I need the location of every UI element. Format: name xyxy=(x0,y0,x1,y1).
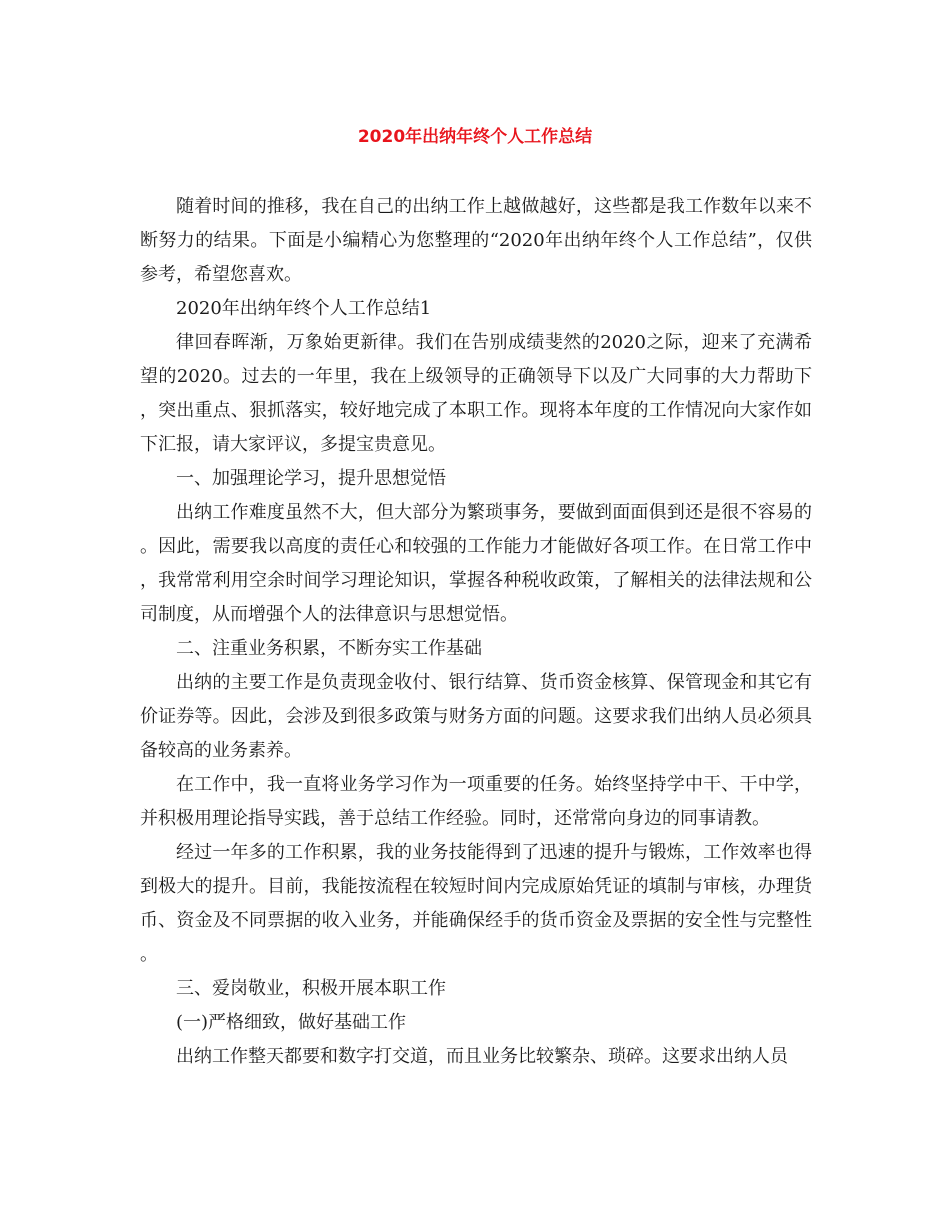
document-title: 2020年出纳年终个人工作总结 xyxy=(357,127,593,147)
document-body xyxy=(140,190,812,1074)
paragraph-intro: 随着时间的推移，我在自己的出纳工作上越做越好，这些都是我工作数年以来不断努力的结果。下面是小编精心为您整理的“2020年出纳年终个人工作总结”，仅供参考，希望您喜欢。 xyxy=(140,196,812,285)
paragraph-opening: 律回春晖渐，万象始更新律。我们在告别成绩斐然的2020之际，迎来了充满希望的2020。过去的一年里，我在上级领导的正确领导下以及广大同事的大力帮助下，突出重点、狠抓落实，较好地完成了本职工作。现将本年度的工作情况向大家作如下汇报，请大家评议，多提宝贵意见。 xyxy=(140,332,812,455)
section-heading-3: 三、爱岗敬业，积极开展本职工作 xyxy=(176,978,446,999)
section-heading-2: 二、注重业务积累，不断夯实工作基础 xyxy=(176,638,482,659)
paragraph-subtitle: 2020年出纳年终个人工作总结1 xyxy=(176,298,432,319)
paragraph-section-2a: 出纳的主要工作是负责现金收付、银行结算、货币资金核算、保管现金和其它有价证券等。因此，会涉及到很多政策与财务方面的问题。这要求我们出纳人员必须具备较高的业务素养。 xyxy=(140,672,812,761)
section-heading-1: 一、加强理论学习，提升思想觉悟 xyxy=(176,468,446,489)
paragraph-section-2c: 经过一年多的工作积累，我的业务技能得到了迅速的提升与锻炼，工作效率也得到极大的提升。目前，我能按流程在较短时间内完成原始凭证的填制与审核，办理货币、资金及不同票据的收入业务，并能确保经手的货币资金及票据的安全性与完整性。 xyxy=(140,842,812,965)
paragraph-section-1: 出纳工作难度虽然不大，但大部分为繁琐事务，要做到面面俱到还是很不容易的。因此，需要我以高度的责任心和较强的工作能力才能做好各项工作。在日常工作中，我常常利用空余时间学习理论知识，掌握各种税收政策，了解相关的法律法规和公司制度，从而增强个人的法律意识与思想觉悟。 xyxy=(140,502,812,625)
paragraph-section-3a: 出纳工作整天都要和数字打交道，而且业务比较繁杂、琐碎。这要求出纳人员 xyxy=(176,1046,788,1067)
paragraph-section-2b: 在工作中，我一直将业务学习作为一项重要的任务。始终坚持学中干、干中学，并积极用理论指导实践，善于总结工作经验。同时，还常常向身边的同事请教。 xyxy=(140,774,812,829)
subsection-heading-3-1: (一)严格细致，做好基础工作 xyxy=(176,1012,407,1033)
